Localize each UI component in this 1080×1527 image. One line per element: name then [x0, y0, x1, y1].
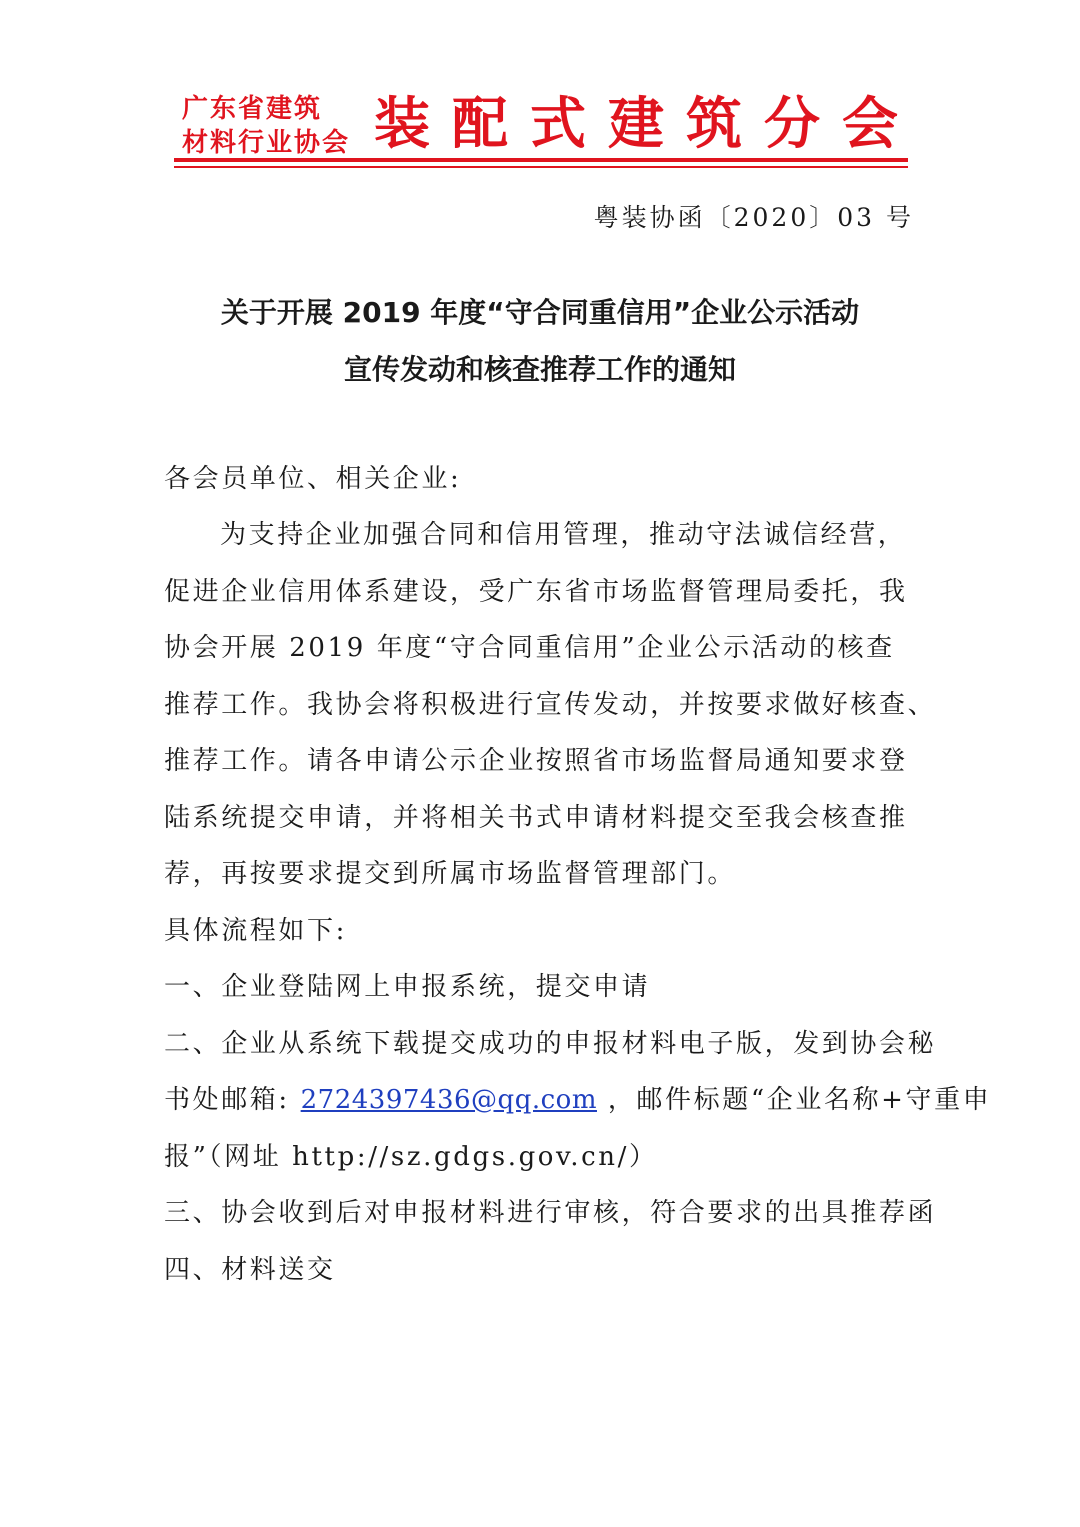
- letterhead-org-line1: 广东省建筑: [182, 94, 323, 124]
- step-2-line3: 报”（网址 http://sz.gdgs.gov.cn/）: [164, 1142, 658, 1172]
- paragraph-line: 协会开展 2019 年度“守合同重信用”企业公示活动的核查: [164, 633, 895, 663]
- step-1: 一、企业登陆网上申报系统，提交申请: [164, 972, 651, 1002]
- notice-title-line1: 关于开展 2019 年度“守合同重信用”企业公示活动: [220, 296, 860, 329]
- salutation: 各会员单位、相关企业:: [164, 464, 462, 494]
- paragraph-line: 荐，再按要求提交到所属市场监督管理部门。: [164, 859, 737, 889]
- paragraph-line: 陆系统提交申请，并将相关书式申请材料提交至我会核查推: [164, 803, 908, 833]
- paragraph-line: 为支持企业加强合同和信用管理，推动守法诚信经营，: [220, 520, 907, 550]
- letterhead-branch-name: 装配式建筑分会: [374, 92, 920, 157]
- paragraph-line: 推荐工作。请各申请公示企业按照省市场监督局通知要求登: [164, 746, 908, 776]
- email-link[interactable]: 2724397436@qq.com: [300, 1085, 597, 1115]
- letterhead-rule-thick: [174, 158, 908, 162]
- letterhead-org-line2: 材料行业协会: [182, 128, 351, 158]
- step-3: 三、协会收到后对申报材料进行审核，符合要求的出具推荐函: [164, 1198, 937, 1228]
- letterhead-org-name: [182, 92, 358, 160]
- process-heading: 具体流程如下:: [164, 916, 347, 946]
- paragraph-line: 推荐工作。我协会将积极进行宣传发动，并按要求做好核查、: [164, 690, 937, 720]
- step-2-line1: 二、企业从系统下载提交成功的申报材料电子版，发到协会秘: [164, 1029, 937, 1059]
- notice-title-line2: 宣传发动和核查推荐工作的通知: [343, 353, 736, 386]
- step-2-line2: [164, 1083, 991, 1117]
- step-4: 四、材料送交: [164, 1255, 336, 1285]
- step-2-email-label: 书处邮箱:: [164, 1085, 290, 1115]
- letterhead-rule-thin: [174, 166, 908, 168]
- document-number: 粤装协函〔2020〕03 号: [593, 203, 914, 232]
- paragraph-line: 促进企业信用体系建设，受广东省市场监督管理局委托，我: [164, 577, 908, 607]
- step-2-subject-text: ，邮件标题“企业名称+守重申: [607, 1085, 992, 1115]
